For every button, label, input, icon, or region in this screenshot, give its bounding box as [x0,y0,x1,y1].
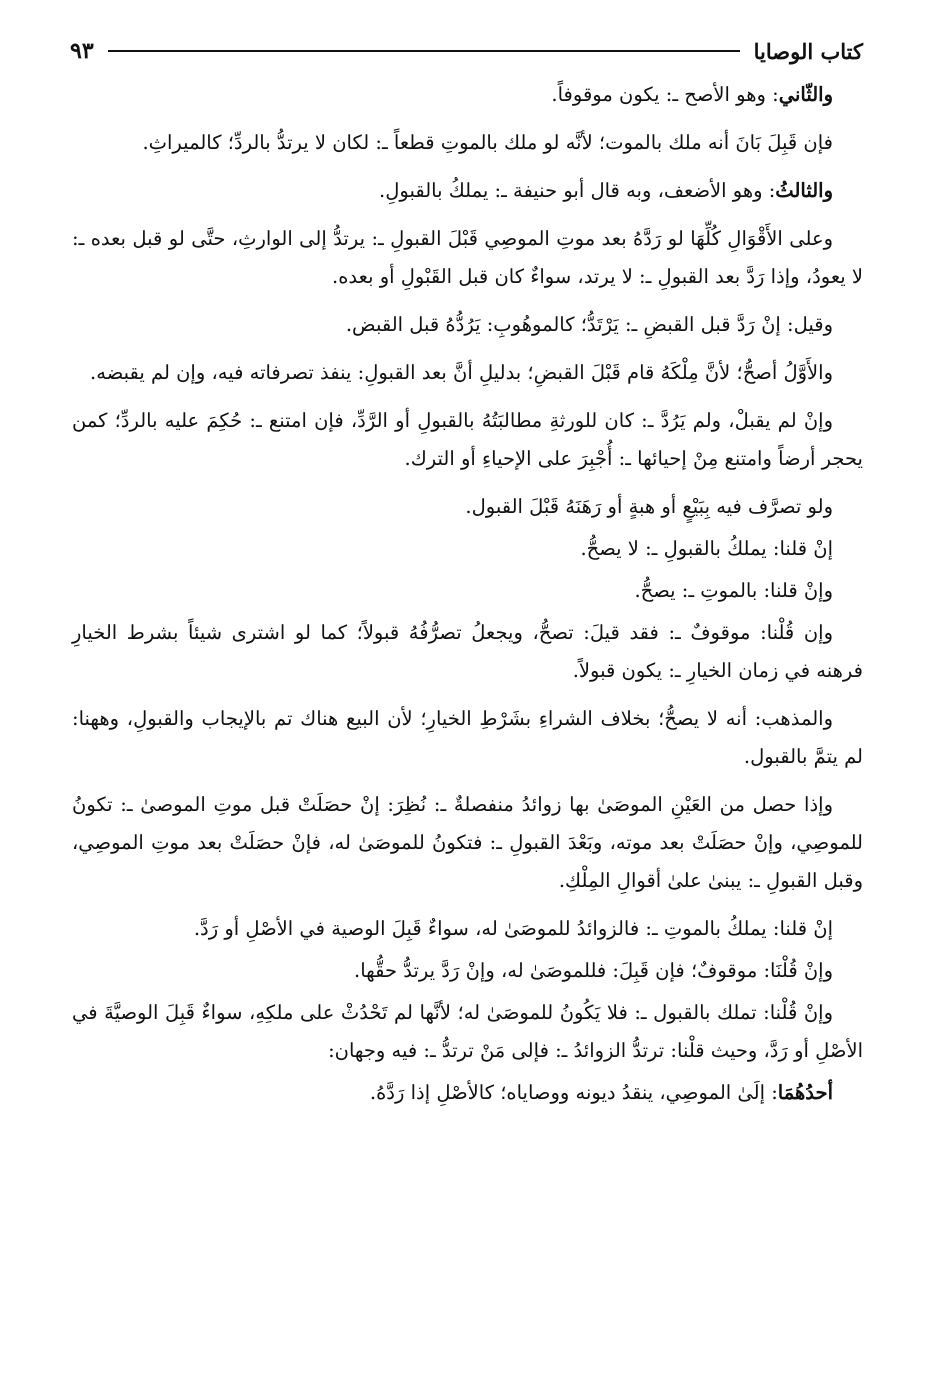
paragraph-text: إنْ قلنا: يملكُ بالقبولِ ـ: لا يصحُّ. [580,537,833,560]
paragraph [72,952,863,990]
paragraph-text: وإنْ قُلْنا: تملك بالقبول ـ: فلا يَكُونُ للموصَىٰ له؛ لأنَّها لم تَحْدُثْ على ملكِهِ، سواءٌ قَبِلَ الوصيَّةَ في الأصْلِ أو رَدَّ، وحيث قلْنا: ترتدُّ الزوائدُ ـ: فإلى مَنْ ترتدُّ ـ: فيه وجهان: [72,1001,863,1062]
paragraph-text: وقيل: إنْ رَدَّ قبل القبضِ ـ: يَرْتَدُّ؛ كالموهُوبِ: يَرُدُّهُ قبل القبض. [345,313,833,336]
paragraph [72,572,863,610]
paragraph-text: والمذهب: أنه لا يصحُّ؛ بخلاف الشراءِ بشَرْطِ الخيارِ؛ لأن البيع هناك تم بالإيجاب والقبولِ، وههنا: لم يتمَّ بالقبول. [72,707,863,768]
paragraph [72,220,863,296]
page-number: ٩٣ [70,38,94,64]
paragraph [72,124,863,162]
paragraph [72,76,863,114]
paragraph [72,994,863,1070]
paragraph-text: وإذا حصل من العَيْنِ الموصَىٰ بها زوائدُ منفصلةٌ ـ: نُظِرَ: إنْ حصَلَتْ قبل موتِ الموصىٰ ـ: تكونُ للموصِي، وإنْ حصَلَتْ بعد موته، وبَعْدَ القبولِ ـ: فتكونُ للموصَىٰ له، فإنْ حصَلَتْ بعد موتِ الموصِي، وقبل القبولِ ـ: يبنىٰ علىٰ أقوالِ المِلْكِ. [72,793,863,892]
paragraph-text: والأَوَّلُ أصحُّ؛ لأنَّ مِلْكَهُ قام قَبْلَ القبضِ؛ بدليلِ أنَّ بعد القبولِ: ينفذ تصرفاته فيه، وإن لم يقبضه. [90,361,833,384]
paragraph-text: وإن قُلْنا: موقوفٌ ـ: فقد قيلَ: تصحُّ، ويجعلُ تصرُّفُهُ قبولاً؛ كما لو اشترى شيئاً بشرط الخيارِ فرهنه في زمان الخيارِ ـ: يكون قبولاً. [72,621,863,682]
paragraph [72,402,863,478]
paragraph-text: وإنْ قلنا: بالموتِ ـ: يصحُّ. [634,579,833,602]
paragraph [72,172,863,210]
paragraph [72,488,863,526]
paragraph-text: ولو تصرَّف فيه بِبَيْعٍ أو هبةٍ أو رَهَنَهُ قَبْلَ القبول. [465,495,833,518]
paragraph-text: وعلى الأَقْوَالِ كُلِّهَا لو رَدَّهُ بعد موتِ الموصِي قَبْلَ القبولِ ـ: يرتدُّ إلى الوارثِ، حتَّى لو قبل بعده ـ: لا يعودُ، وإذا رَدَّ بعد القبولِ ـ: لا يرتد، سواءٌ كان قبل القَبْولِ أو بعده. [72,227,863,288]
paragraph [72,910,863,948]
paragraph [72,700,863,776]
paragraph [72,1074,863,1112]
paragraph-text: : إلَىٰ الموصِي، ينقدُ ديونه ووصاياه؛ كالأصْلِ إذا رَدَّهُ. [369,1081,778,1104]
running-header [70,34,863,68]
paragraph-lead: أحدُهُمَا [777,1081,833,1104]
paragraph-text: : وهو الأضعف، وبه قال أبو حنيفة ـ: يملكُ بالقبولِ. [379,179,776,202]
paragraph [72,786,863,900]
paragraph [72,614,863,690]
paragraph [72,354,863,392]
paragraph-text: وإنْ لم يقبلْ، ولم يَرُدَّ ـ: كان للورثةِ مطالبَتُهُ بالقبولِ أو الرَّدِّ، فإن امتنع ـ: حُكِمَ عليه بالردِّ؛ كمن يحجر أرضاً وامتنع مِنْ إحيائها ـ: أُجْبِرَ على الإحياءِ أو الترك. [72,409,863,470]
running-title: كتاب الوصايا [753,38,863,64]
body-text [72,76,863,1122]
paragraph-text: : وهو الأصح ـ: يكون موقوفاً. [551,83,779,106]
paragraph-lead: والثالثُ [775,179,833,202]
paragraph-text: إنْ قلنا: يملكُ بالموتِ ـ: فالزوائدُ للموصَىٰ له، سواءٌ قَبِلَ الوصية في الأصْلِ أو رَدَّ. [193,917,833,940]
paragraph [72,306,863,344]
paragraph-text: فإن قَبِلَ بَانَ أنه ملك بالموت؛ لأنَّه لو ملك بالموتِ قطعاً ـ: لكان لا يرتدُّ بالردِّ؛ كالميراثِ. [142,131,833,154]
paragraph-text: وإنْ قُلْنَا: موقوفٌ؛ فإن قَبِلَ: فللموصَىٰ له، وإنْ رَدَّ يرتدُّ حقُّها. [354,959,833,982]
header-rule [108,50,740,52]
paragraph-lead: والثّاني [778,83,833,106]
paragraph [72,530,863,568]
